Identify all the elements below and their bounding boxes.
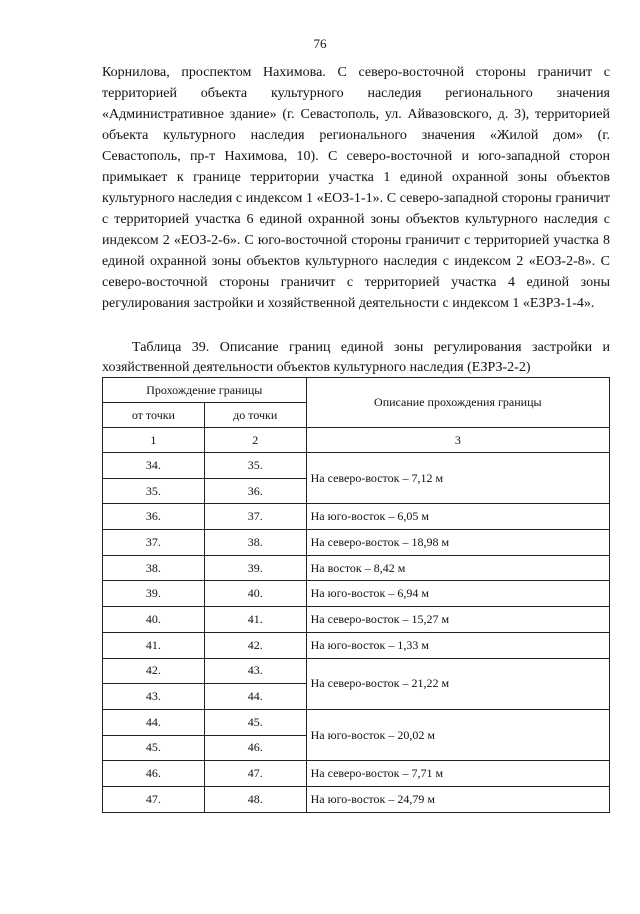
body-paragraph: Корнилова, проспектом Нахимова. С северо-восточной стороны граничит с территорией объекта культурного наследия регионального значения «Административное здание» (г. Севастополь, ул. Айвазовского, д. 3), территорией объекта культурного наследия регионального значения «Жилой дом» (г. Севастополь, пр-т Нахимова, 10). С северо-восточной и юго-западной сторон примыкает к границе территории участка 1 единой охранной зоны объектов культурного наследия с индексом 1 «ЕОЗ-1-1». С северо-западной стороны граничит с территорией участка 6 единой охранной зоны объектов культурного наследия с индексом 2 «ЕОЗ-2-6». С юго-восточной стороны граничит с территорией участка 8 единой охранной зоны объектов культурного наследия с индексом 2 «ЕОЗ-2-8». С северо-восточной стороны граничит с территорией участка 4 единой зоны регулирования застройки и хозяйственной деятельности с индексом 1 «ЕЗРЗ-1-4». — [102, 65, 610, 311]
from-point-cell: 46. — [103, 761, 205, 787]
from-point-cell: 40. — [103, 607, 205, 633]
to-point-cell: 36. — [204, 478, 306, 504]
table-row — [103, 555, 610, 581]
column-number: 2 — [204, 428, 306, 453]
description-cell: На юго-восток – 1,33 м — [306, 632, 609, 658]
from-point-cell: 47. — [103, 786, 205, 812]
to-point-cell: 40. — [204, 581, 306, 607]
from-point-cell: 34. — [103, 453, 205, 479]
table-row — [103, 504, 610, 530]
table-row — [103, 632, 610, 658]
from-point-cell: 36. — [103, 504, 205, 530]
to-point-cell: 41. — [204, 607, 306, 633]
from-point-cell: 37. — [103, 530, 205, 556]
table-row — [103, 607, 610, 633]
from-point-cell: 45. — [103, 735, 205, 761]
table-column-number-row — [103, 428, 610, 453]
table-header-row — [103, 378, 610, 403]
from-point-cell: 44. — [103, 709, 205, 735]
from-point-cell: 38. — [103, 555, 205, 581]
table-caption: Таблица 39. Описание границ единой зоны регулирования застройки и хозяйственной деятельности объектов культурного наследия (ЕЗРЗ-2-2) — [102, 340, 610, 375]
description-cell: На северо-восток – 18,98 м — [306, 530, 609, 556]
column-number: 1 — [103, 428, 205, 453]
description-cell: На северо-восток – 21,22 м — [306, 658, 609, 709]
from-point-cell: 35. — [103, 478, 205, 504]
table-row — [103, 786, 610, 812]
to-point-cell: 39. — [204, 555, 306, 581]
description-cell: На восток – 8,42 м — [306, 555, 609, 581]
to-point-cell: 48. — [204, 786, 306, 812]
table-row — [103, 530, 610, 556]
to-point-cell: 47. — [204, 761, 306, 787]
description-cell: На юго-восток – 6,94 м — [306, 581, 609, 607]
to-point-cell: 37. — [204, 504, 306, 530]
description-cell: На северо-восток – 7,71 м — [306, 761, 609, 787]
table-row — [103, 581, 610, 607]
from-point-cell: 43. — [103, 684, 205, 710]
boundary-table — [102, 377, 610, 813]
to-point-cell: 43. — [204, 658, 306, 684]
page-number: 76 — [313, 36, 327, 51]
from-point-cell: 41. — [103, 632, 205, 658]
header-boundary-passage: Прохождение границы — [103, 378, 307, 403]
table-row — [103, 453, 610, 479]
table-row — [103, 709, 610, 735]
description-cell: На юго-восток – 6,05 м — [306, 504, 609, 530]
description-cell: На северо-восток – 7,12 м — [306, 453, 609, 504]
header-description: Описание прохождения границы — [306, 378, 609, 428]
to-point-cell: 35. — [204, 453, 306, 479]
table-row — [103, 761, 610, 787]
description-cell: На юго-восток – 24,79 м — [306, 786, 609, 812]
to-point-cell: 38. — [204, 530, 306, 556]
description-cell: На юго-восток – 20,02 м — [306, 709, 609, 760]
to-point-cell: 42. — [204, 632, 306, 658]
header-to-point: до точки — [204, 403, 306, 428]
to-point-cell: 44. — [204, 684, 306, 710]
table-row — [103, 658, 610, 684]
header-from-point: от точки — [103, 403, 205, 428]
from-point-cell: 42. — [103, 658, 205, 684]
to-point-cell: 45. — [204, 709, 306, 735]
from-point-cell: 39. — [103, 581, 205, 607]
column-number: 3 — [306, 428, 609, 453]
description-cell: На северо-восток – 15,27 м — [306, 607, 609, 633]
to-point-cell: 46. — [204, 735, 306, 761]
